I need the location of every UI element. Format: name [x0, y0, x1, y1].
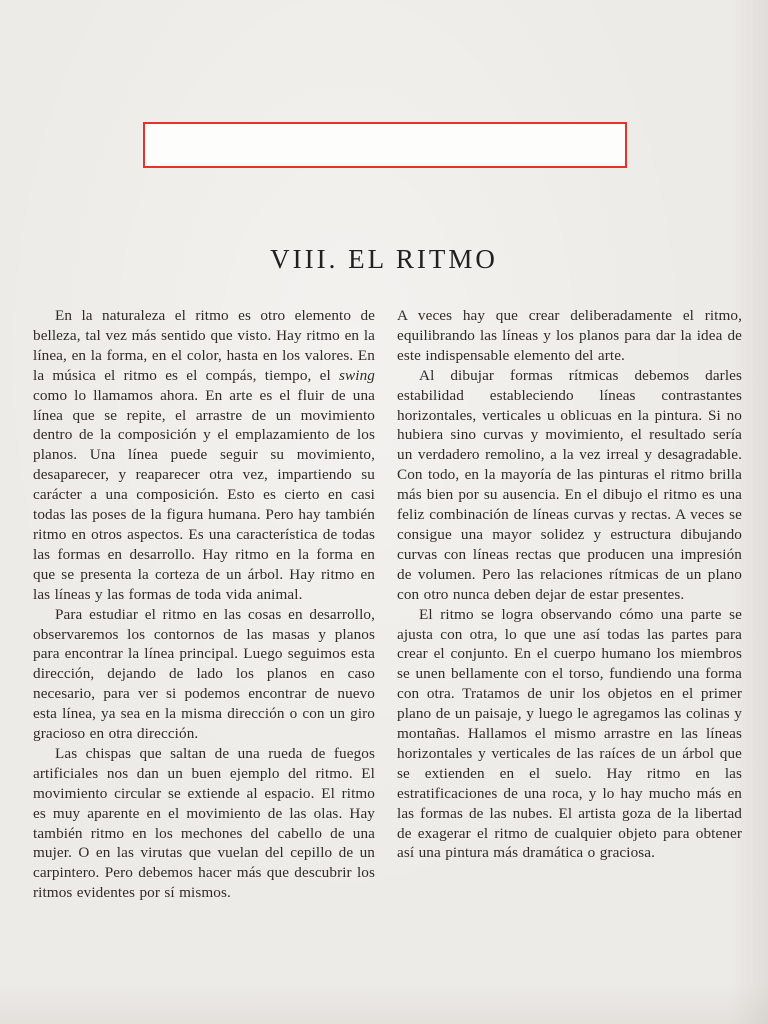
- text-run: como lo llamamos ahora. En arte es el fluir de una línea que se repite, el arrastre de un movimiento dentro de la composición y el emplazamiento de los planos. Una línea puede seguir su movimiento, desaparecer, y reaparecer otra vez, impartiendo su carácter a una composición. Esto es cierto en casi todas las poses de la figura humana. Pero hay también ritmo en otros aspectos. Es una característica de todas las formas en desarrollo. Hay ritmo en la forma en que se presenta la corteza de un árbol. Hay ritmo en las líneas y las formas de toda vida animal.: [33, 386, 375, 603]
- paragraph: [397, 605, 742, 864]
- redaction-box: [143, 122, 627, 168]
- text-run: En la naturaleza el ritmo es otro elemento de belleza, tal vez más sentido que visto. Hay ritmo en la línea, en la forma, en el color, hasta en los valores. En la música el ritmo es el compás, tiempo, el: [33, 307, 375, 384]
- paragraph: [397, 366, 742, 605]
- italic-text-run: swing: [339, 366, 375, 384]
- text-run: A veces hay que crear deliberadamente el ritmo, equilibrando las líneas y los planos para dar la idea de este indispensable elemento del arte.: [397, 307, 742, 364]
- text-columns: [33, 306, 742, 903]
- text-run: El ritmo se logra observando cómo una parte se ajusta con otra, lo que une así todas las partes para crear el conjunto. En el cuerpo humano los miembros se unen bellamente con el torso, fundiendo una forma con otra. Tratamos de unir los objetos en el primer plano de un paisaje, y luego le agregamos las colinas y montañas. Hallamos el mismo arrastre en las líneas horizontales y verticales de las raíces de un árbol que se extienden en el suelo. Hay ritmo en las estratificaciones de una roca, y lo hay mucho más en las formas de las nubes. El artista goza de la libertad de exagerar el ritmo de cualquier objeto para obtener así una pintura más dramática o graciosa.: [397, 605, 742, 862]
- paragraph: [33, 605, 375, 744]
- text-column-left: [33, 306, 375, 903]
- paragraph: [33, 744, 375, 903]
- text-column-right: [397, 306, 742, 903]
- chapter-title: VIII. EL RITMO: [270, 244, 498, 275]
- text-run: Las chispas que saltan de una rueda de fuegos artificiales nos dan un buen ejemplo del ritmo. El movimiento circular se extiende al espacio. El ritmo es muy aparente en el movimiento de las olas. Hay también ritmo en los mechones del cabello de una mujer. O en las virutas que vuelan del cepillo de un carpintero. Pero debemos hacer más que descubrir los ritmos evidentes por sí mismos.: [33, 744, 375, 902]
- text-run: Al dibujar formas rítmicas debemos darles estabilidad estableciendo líneas contrastantes horizontales, verticales u oblicuas en la pintura. Si no hubiera sino curvas y movimiento, el resultado sería un verdadero remolino, a la vez irreal y desagradable. Con todo, en la mayoría de las pinturas el ritmo brilla más bien por su ausencia. En el dibujo el ritmo es una feliz combinación de líneas curvas y rectas. A veces se consigue una mayor solidez y estructura dibujando curvas con líneas rectas que producen una impresión de volumen. Pero las relaciones rítmicas de un plano con otro nunca deben dejar de estar presentes.: [397, 366, 742, 603]
- text-run: Para estudiar el ritmo en las cosas en desarrollo, observaremos los contornos de las masas y planos para encontrar la línea principal. Luego seguimos esta dirección, dejando de lado los planos en caso necesario, para ver si podemos encontrar de nuevo esta línea, ya sea en la misma dirección o con un giro gracioso en otra dirección.: [33, 605, 375, 743]
- paragraph: [33, 306, 375, 605]
- paragraph: [397, 306, 742, 366]
